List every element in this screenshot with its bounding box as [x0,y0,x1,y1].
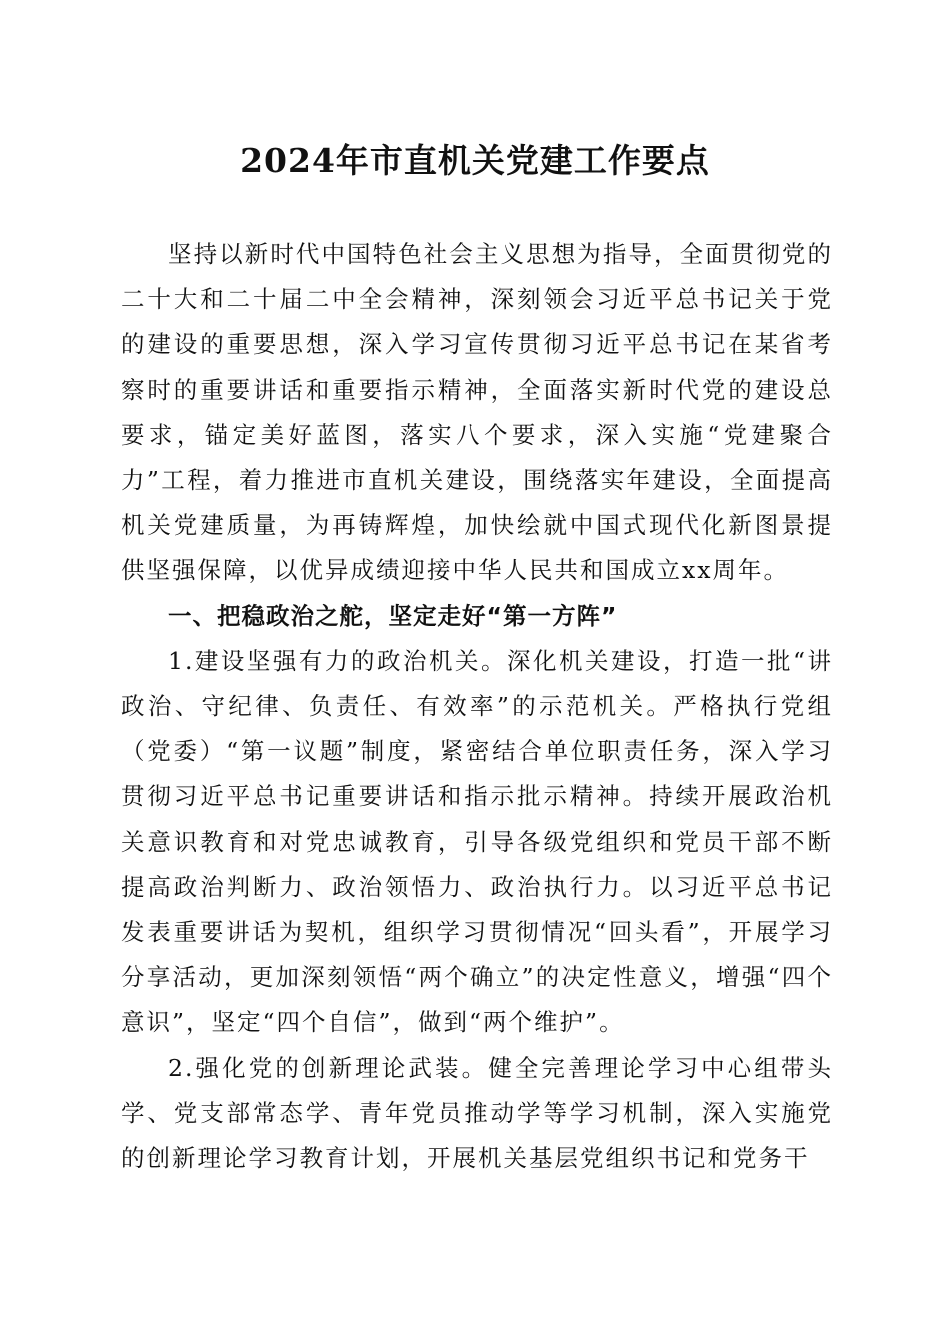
document-title: 2024年市直机关党建工作要点 [240,141,710,180]
document-body [121,232,833,1181]
item-paragraph-2: 2.强化党的创新理论武装。健全完善理论学习中心组带头学、党支部常态学、青年党员推动学等学习机制，深入实施党的创新理论学习教育计划，开展机关基层党组织书记和党务干 [121,1053,833,1173]
intro-paragraph: 坚持以新时代中国特色社会主义思想为指导，全面贯彻党的二十大和二十届二中全会精神，深刻领会习近平总书记关于党的建设的重要思想，深入学习宣传贯彻习近平总书记在某省考察时的重要讲话和重要指示精神，全面落实新时代党的建设总要求，锚定美好蓝图，落实八个要求，深入实施“党建聚合力”工程，着力推进市直机关建设，围绕落实年建设，全面提高机关党建质量，为再铸辉煌，加快绘就中国式现代化新图景提供坚强保障，以优异成绩迎接中华人民共和国成立xx周年。 [121,240,833,585]
section-heading-1: 一、把稳政治之舵，坚定走好“第一方阵” [168,601,618,630]
item-paragraph-1: 1.建设坚强有力的政治机关。深化机关建设，打造一批“讲政治、守纪律、负责任、有效率”的示范机关。严格执行党组（党委）“第一议题”制度，紧密结合单位职责任务，深入学习贯彻习近平总书记重要讲话和指示批示精神。持续开展政治机关意识教育和对党忠诚教育，引导各级党组织和党员干部不断提高政治判断力、政治领悟力、政治执行力。以习近平总书记发表重要讲话为契机，组织学习贯彻情况“回头看”，开展学习分享活动，更加深刻领悟“两个确立”的决定性意义，增强“四个意识”，坚定“四个自信”，做到“两个维护”。 [121,646,833,1037]
